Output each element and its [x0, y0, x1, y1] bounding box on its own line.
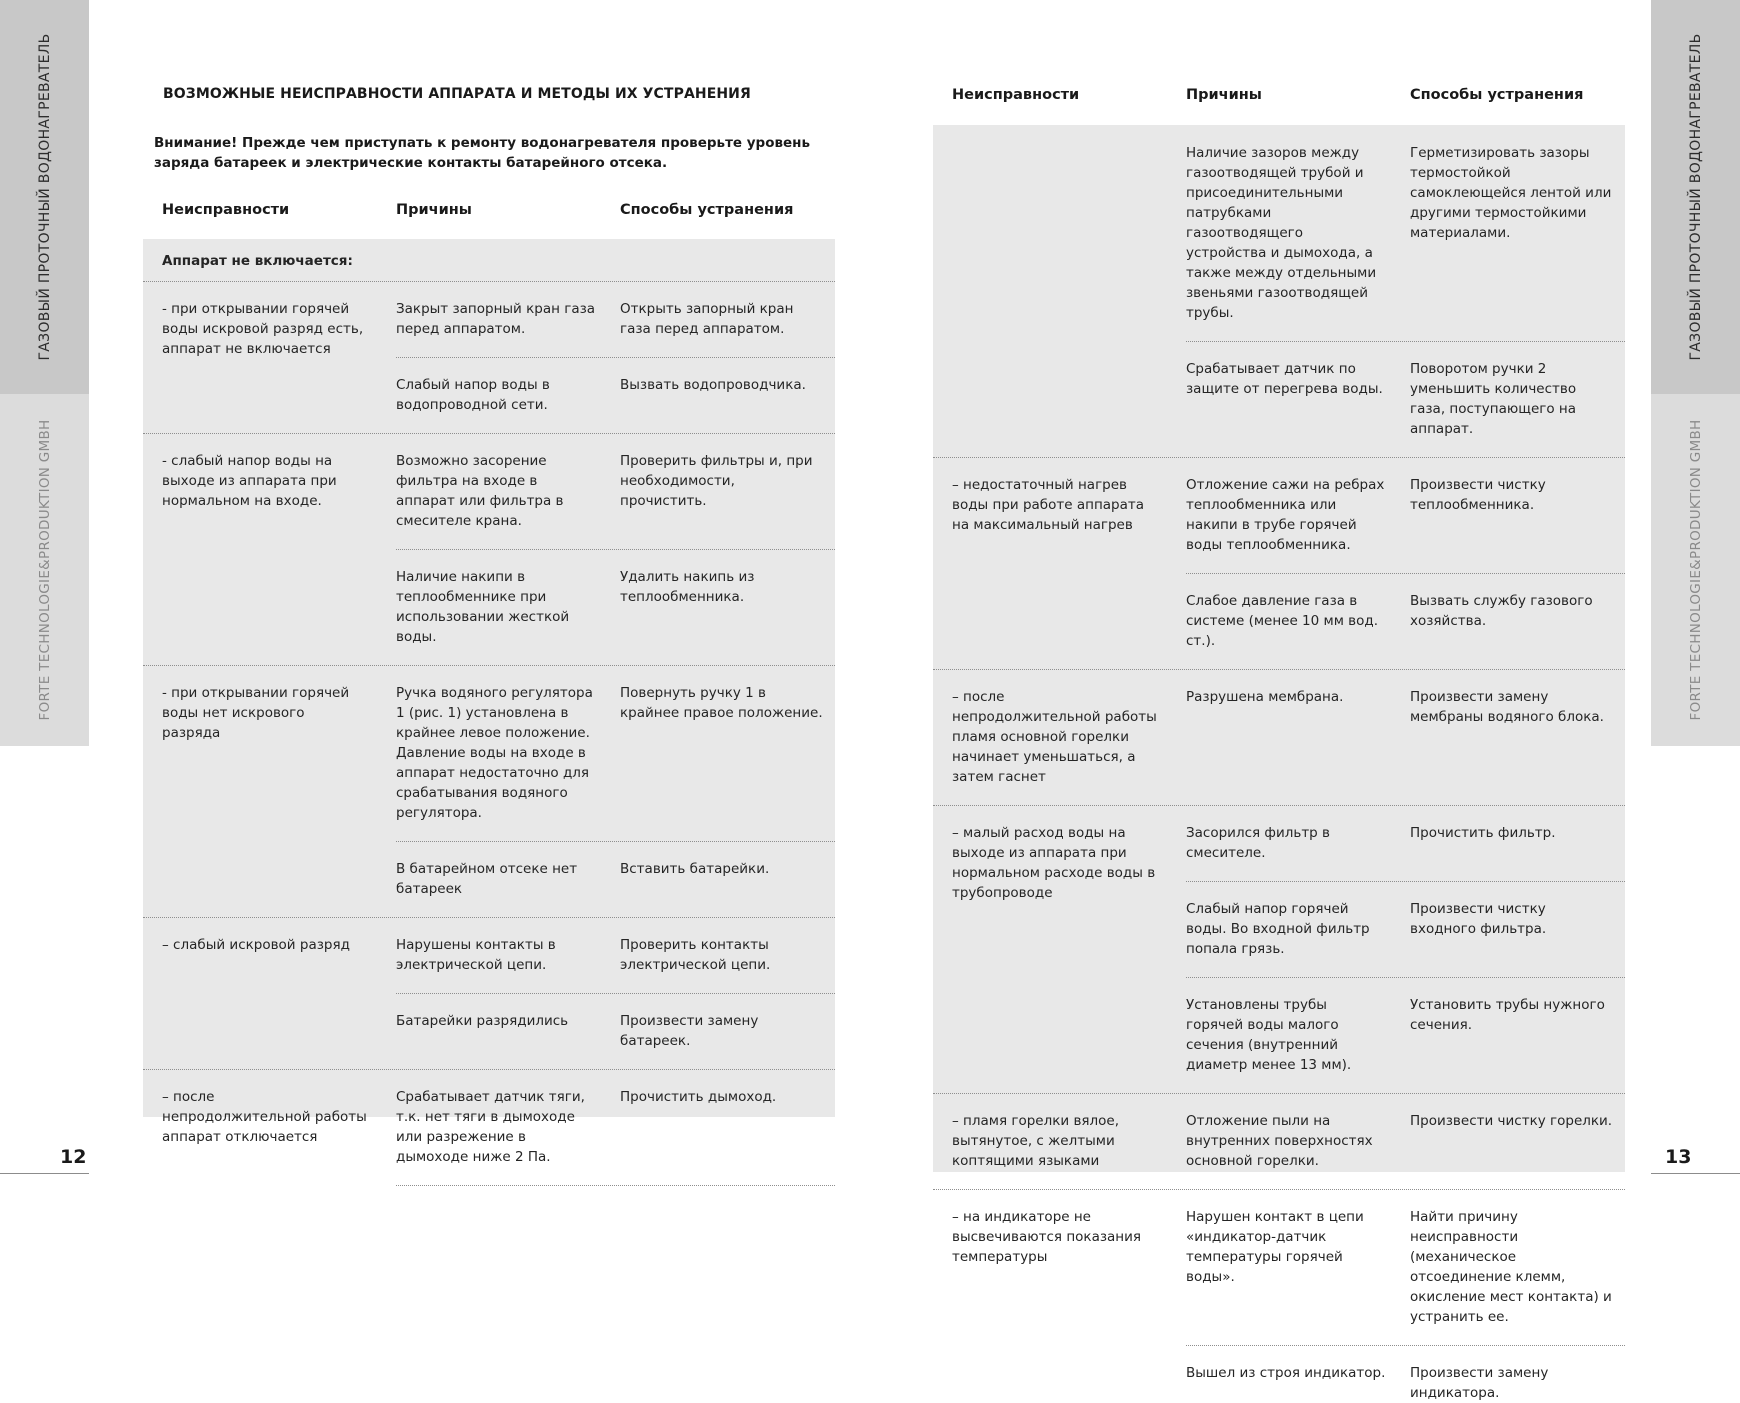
sub-row-separator — [1186, 977, 1625, 978]
sub-row-separator — [396, 549, 835, 550]
cause-text: Батарейки разрядились — [396, 1013, 569, 1029]
fix-text: Вызвать службу газового хозяйства. — [1410, 593, 1593, 629]
cause-text: Слабый напор воды в водопроводной сети. — [396, 377, 550, 413]
cause-text: Нарушен контакт в цепи «индикатор-датчик температуры горячей воды». — [1186, 1209, 1364, 1285]
company-label: FORTE TECHNOLOGIE&PRODUKTION GMBH — [36, 419, 53, 721]
cause-text: Ручка водяного регулятора 1 (рис. 1) установлена в крайнее левое положение. Давление воды на входе в аппарат недостаточно для срабатывания водяного регулятора. — [396, 685, 593, 821]
product-label: ГАЗОВЫЙ ПРОТОЧНЫЙ ВОДОНАГРЕВАТЕЛЬ — [1687, 33, 1704, 361]
page-number: 13 — [1665, 1146, 1692, 1168]
row-separator — [933, 805, 1625, 806]
column-header-fixes: Способы устранения — [1410, 87, 1584, 103]
fix-text: Повернуть ручку 1 в крайнее правое положение. — [620, 685, 823, 721]
fix-text: Проверить фильтры и, при необходимости, прочистить. — [620, 453, 813, 509]
column-header-faults: Неисправности — [162, 202, 290, 218]
cause-text: Наличие зазоров между газоотводящей трубой и присоединительными патрубками газоотводящего устройства и дымохода, а также между отдельными звеньями газоотводящей трубы. — [1186, 145, 1377, 321]
fix-text: Прочистить фильтр. — [1410, 825, 1556, 841]
cause-text: Установлены трубы горячей воды малого сечения (внутренний диаметр менее 13 мм). — [1186, 997, 1352, 1073]
fault-text: – на индикаторе не высвечиваются показания температуры — [952, 1209, 1142, 1265]
column-header-causes: Причины — [1186, 87, 1262, 103]
row-separator — [143, 1069, 835, 1070]
troubleshooting-table-right — [933, 125, 1625, 1401]
product-label: ГАЗОВЫЙ ПРОТОЧНЫЙ ВОДОНАГРЕВАТЕЛЬ — [36, 33, 53, 361]
cause-text: В батарейном отсеке нет батареек — [396, 861, 578, 897]
side-tab-product — [0, 0, 89, 394]
fault-text: – малый расход воды на выходе из аппарата при нормальном расходе воды в трубопроводе — [952, 825, 1156, 901]
row-separator — [933, 669, 1625, 670]
column-header-causes: Причины — [396, 202, 472, 218]
page-number-right — [1651, 1140, 1740, 1174]
fix-text: Проверить контакты электрической цепи. — [620, 937, 771, 973]
fix-text: Вставить батарейки. — [620, 861, 770, 877]
page-title: ВОЗМОЖНЫЕ НЕИСПРАВНОСТИ АППАРАТА И МЕТОДЫ ИХ УСТРАНЕНИЯ — [163, 86, 751, 102]
cause-text: Слабый напор горячей воды. Во входной фильтр попала грязь. — [1186, 901, 1370, 957]
row-separator — [143, 281, 835, 282]
sub-row-separator — [1186, 573, 1625, 574]
row-separator — [143, 917, 835, 918]
cause-text: Отложение сажи на ребрах теплообменника или накипи в трубе горячей воды теплообменника. — [1186, 477, 1385, 553]
side-tab-product — [1651, 0, 1740, 394]
row-separator — [933, 1189, 1625, 1190]
row-separator — [933, 1093, 1625, 1094]
fault-text: – после непродолжительной работы аппарат отключается — [162, 1089, 367, 1145]
row-separator — [143, 433, 835, 434]
cause-text: Слабое давление газа в системе (менее 10 мм вод. ст.). — [1186, 593, 1379, 649]
fix-text: Открыть запорный кран газа перед аппаратом. — [620, 301, 794, 337]
fix-text: Произвести замену индикатора. — [1410, 1365, 1549, 1401]
cause-text: Возможно засорение фильтра на входе в аппарат или фильтра в смесителе крана. — [396, 453, 564, 529]
fix-text: Произвести замену батареек. — [620, 1013, 759, 1049]
cause-text: Наличие накипи в теплообменнике при использовании жесткой воды. — [396, 569, 570, 645]
fault-text: – слабый искровой разряд — [162, 937, 350, 953]
sub-row-separator — [1186, 1345, 1625, 1346]
side-tab-company — [0, 394, 89, 746]
page-number-left — [0, 1140, 89, 1174]
sub-row-separator — [396, 1185, 835, 1186]
column-header-fixes: Способы устранения — [620, 202, 794, 218]
fault-text: – недостаточный нагрев воды при работе аппарата на максимальный нагрев — [952, 477, 1145, 533]
cause-text: Нарушены контакты в электрической цепи. — [396, 937, 556, 973]
cause-text: Вышел из строя индикатор. — [1186, 1365, 1386, 1381]
section-heading: Аппарат не включается: — [162, 253, 353, 269]
sub-row-separator — [1186, 881, 1625, 882]
fix-text: Герметизировать зазоры термостойкой самоклеющейся лентой или другими термостойкими материалами. — [1410, 145, 1612, 241]
cause-text: Разрушена мембрана. — [1186, 689, 1344, 705]
fault-text: - при открывании горячей воды искровой разряд есть, аппарат не включается — [162, 301, 364, 357]
cause-text: Засорился фильтр в смесителе. — [1186, 825, 1330, 861]
sub-row-separator — [396, 357, 835, 358]
page-number: 12 — [60, 1146, 87, 1168]
row-separator — [933, 457, 1625, 458]
fix-text: Удалить накипь из теплообменника. — [620, 569, 755, 605]
cause-text: Срабатывает датчик тяги, т.к. нет тяги в дымоходе или разрежение в дымоходе ниже 2 Па. — [396, 1089, 585, 1165]
side-tab-company — [1651, 394, 1740, 746]
fix-text: Поворотом ручки 2 уменьшить количество газа, поступающего на аппарат. — [1410, 361, 1577, 437]
sub-row-separator — [1186, 341, 1625, 342]
cause-text: Отложение пыли на внутренних поверхностях основной горелки. — [1186, 1113, 1373, 1169]
fix-text: Вызвать водопроводчика. — [620, 377, 806, 393]
sub-row-separator — [396, 993, 835, 994]
fix-text: Произвести чистку теплообменника. — [1410, 477, 1546, 513]
company-label: FORTE TECHNOLOGIE&PRODUKTION GMBH — [1687, 419, 1704, 721]
troubleshooting-table-left — [143, 239, 835, 1165]
warning-text: Внимание! Прежде чем приступать к ремонту водонагревателя проверьте уровень заряда батареек и электрические контакты батарейного отсека. — [154, 135, 811, 171]
fix-text: Найти причину неисправности (механическое отсоединение клемм, окисление мест контакта) и устранить ее. — [1410, 1209, 1612, 1325]
cause-text: Закрыт запорный кран газа перед аппаратом. — [396, 301, 596, 337]
fix-text: Прочистить дымоход. — [620, 1089, 777, 1105]
row-separator — [143, 665, 835, 666]
fault-text: - слабый напор воды на выходе из аппарата при нормальном на входе. — [162, 453, 337, 509]
fault-text: – после непродолжительной работы пламя основной горелки начинает уменьшаться, а затем гаснет — [952, 689, 1157, 785]
fault-text: – пламя горелки вялое, вытянутое, с желтыми коптящими языками — [952, 1113, 1120, 1169]
cause-text: Срабатывает датчик по защите от перегрева воды. — [1186, 361, 1383, 397]
fix-text: Произвести замену мембраны водяного блока. — [1410, 689, 1604, 725]
fix-text: Установить трубы нужного сечения. — [1410, 997, 1605, 1033]
sub-row-separator — [396, 841, 835, 842]
fix-text: Произвести чистку входного фильтра. — [1410, 901, 1547, 937]
fault-text: - при открывании горячей воды нет искрового разряда — [162, 685, 350, 741]
fix-text: Произвести чистку горелки. — [1410, 1113, 1613, 1129]
column-header-faults: Неисправности — [952, 87, 1080, 103]
